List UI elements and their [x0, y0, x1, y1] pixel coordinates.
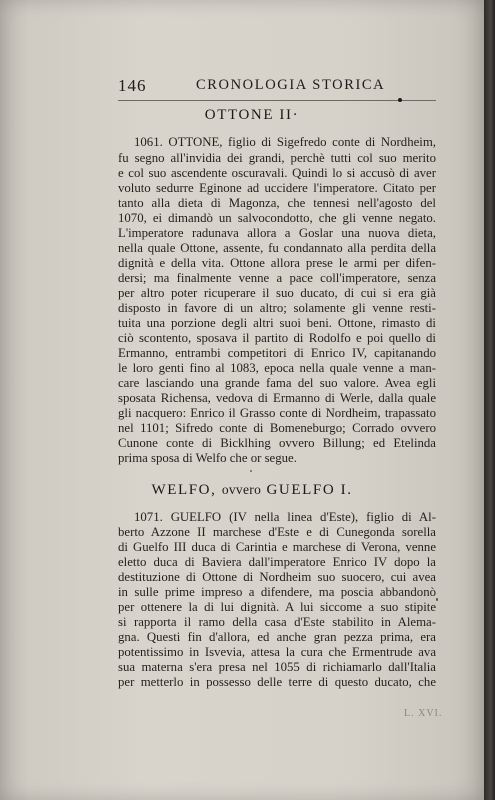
text-line: per metterlo in possesso delle terre di questo ducato, che	[118, 675, 436, 689]
text-line: Ermanno, entrambi competitori di Enrico IV, capitanando	[118, 346, 436, 360]
text-line: berto Azzone II marchese d'Este e di Cunegonda sorella	[118, 525, 436, 539]
text-line: care lasciando una grande fama del suo valore. Avea egli	[118, 376, 436, 390]
text-line: prima sposa di Welfo che or segue.	[118, 451, 297, 465]
text-line: 1071. GUELFO (IV nella linea d'Este), figlio di Al-	[134, 510, 436, 524]
section-title-text: OTTONE II·	[204, 107, 300, 123]
bleed-through-text: L. XVI.	[404, 708, 443, 719]
text-line: tuita una porzione degli altri suoi beni. Ottone, rimasto di	[118, 316, 436, 330]
page-edge	[484, 0, 495, 800]
text-line: eletto duca di Baviera dall'imperatore Enrico IV dopo la	[118, 555, 436, 569]
section-title-ovvero: ovvero	[221, 482, 262, 497]
section-title-welfo	[0, 482, 484, 499]
text-line: nel 1101; Sifredo conte di Bomeneburgo; Corrado ovvero	[118, 421, 436, 435]
text-line: tanto alla dieta di Magonza, che tennesi nell'agosto del	[118, 196, 436, 210]
text-line: gli nacquero: Enrico il Grasso conte di Nordheim, trapassato	[118, 406, 436, 420]
text-line: per altro poter ricuperare il suo ducato, di cui si era già	[118, 286, 436, 300]
ink-speck	[398, 98, 402, 102]
text-line: di Guelfo III duca di Carintia e marchese di Verona, venne	[118, 540, 436, 554]
text-line: fu segno all'invidia dei grandi, perchè tutti col suo merito	[118, 151, 436, 165]
text-line: le loro genti fino al 1083, epoca nella quale venne a man-	[118, 361, 436, 375]
header-rule	[118, 100, 436, 101]
text-line: dignità e della vita. Ottone allora prese le armi per difen-	[118, 256, 436, 270]
page-number: 146	[118, 76, 147, 95]
ink-speck	[436, 598, 438, 601]
section-title-guelfo: GUELFO I.	[266, 482, 353, 498]
text-line: 1070, ei dimandò un salvocondotto, che gli venne negato.	[118, 211, 436, 225]
text-line: e col suo ascendente oscuravali. Quindi lo si accusò di aver	[118, 166, 436, 180]
section-title-text: WELFO,	[151, 482, 217, 498]
text-line: in sulle prime impreso a difendere, ma poscia abbandonò	[118, 585, 436, 599]
text-line: dersi; ma finalmente venne a pace coll'imperatore, senza	[118, 271, 436, 285]
text-line: 1061. OTTONE, figlio di Sigefredo conte di Nordheim,	[134, 135, 436, 149]
text-line: Cunone conte di Bicklhing ovvero Billung; ed Etelinda	[118, 436, 436, 450]
text-line: si rapporta il ramo della casa d'Este stabilito in Alema-	[118, 615, 436, 629]
ink-speck	[250, 470, 252, 472]
running-head	[118, 76, 436, 96]
section-title-ottone	[0, 107, 484, 124]
text-line: destituzione di Ottone di Nordheim suo suocero, cui avea	[118, 570, 436, 584]
text-line: ciò scontento, sposava il partito di Rodolfo e poi quello di	[118, 331, 436, 345]
text-line: sua materna s'era presa nel 1055 di richiamarlo dall'Italia	[118, 660, 436, 674]
text-line: per ottenere la di lui dignità. A lui siccome a suo stipite	[118, 600, 436, 614]
text-line: disposto in favore di un altro; solamente gli venne resti-	[118, 301, 436, 315]
text-line: L'imperatore radunava allora a Goslar una nuova dieta,	[118, 226, 436, 240]
text-line: voluto sedurre Eginone ad uccidere l'imperatore. Citato per	[118, 181, 436, 195]
text-line: gna. Questi fin d'allora, ed anche gran pezza prima, era	[118, 630, 436, 644]
running-title: CRONOLOGIA STORICA	[196, 77, 386, 93]
text-line: sposata Richensa, vedova di Ermanno di Werle, dalla quale	[118, 391, 436, 405]
text-line: potentissimo in Isvevia, attesa la cura che Ermentrude ava	[118, 645, 436, 659]
text-line: nella quale Ottone, assente, fu condannato alla perdita della	[118, 241, 436, 255]
